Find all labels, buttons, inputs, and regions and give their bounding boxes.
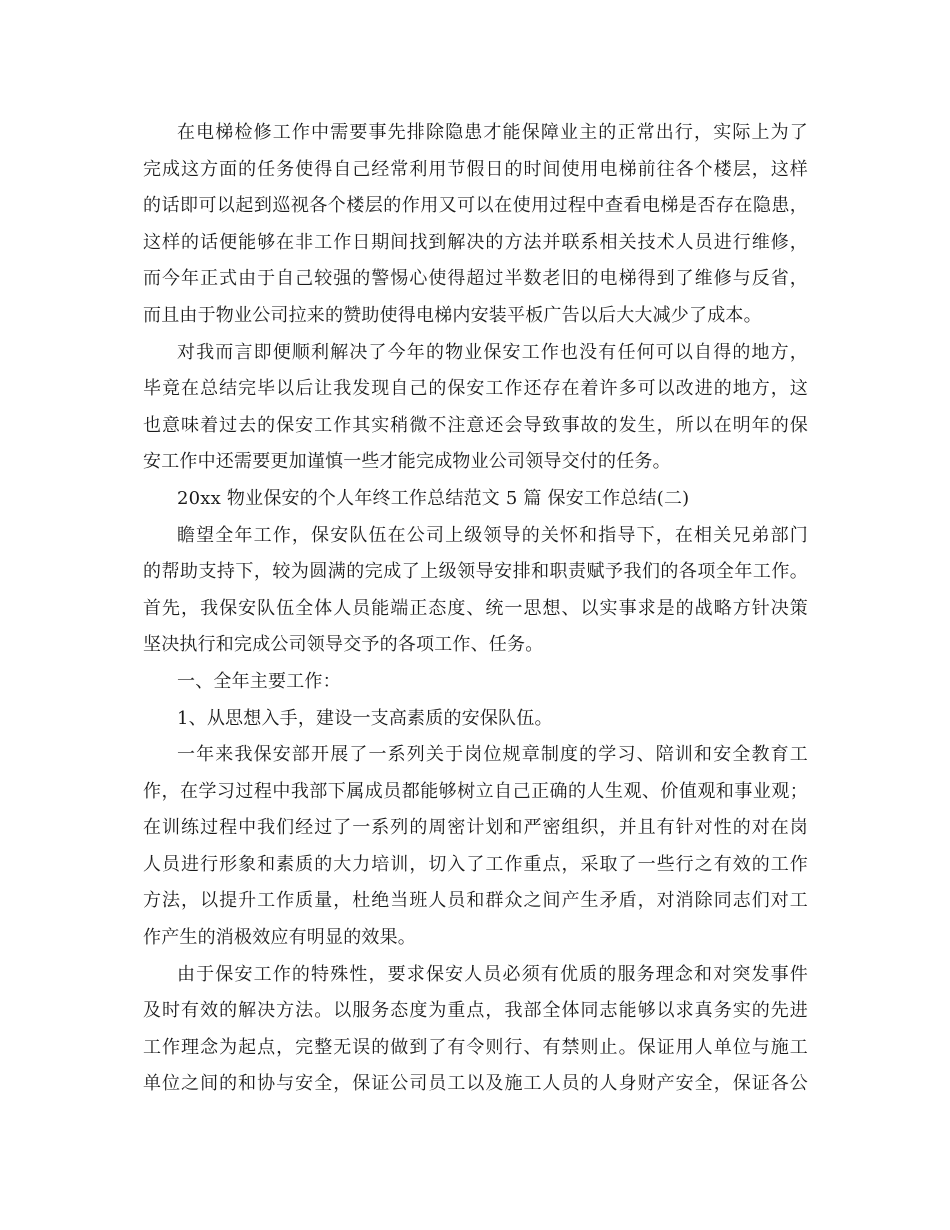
text-line: 单位之间的和协与安全，保证公司员工以及施工人员的人身财产安全，保证各公 [143, 1073, 808, 1095]
text-line: 由于保安工作的特殊性，要求保安人员必须有优质的服务理念和对突发事件 [177, 963, 808, 985]
text-line: 在电梯检修工作中需要事先排除隐患才能保障业主的正常出行，实际上为了 [177, 122, 808, 143]
text-line: 一年来我保安部开展了一系列关于岗位规章制度的学习、陪训和安全教育工 [177, 744, 808, 766]
document-body [143, 115, 808, 1103]
text-line: 瞻望全年工作，保安队伍在公司上级领导的关怀和指导下，在相关兄弟部门 [177, 524, 808, 546]
text-line: 完成这方面的任务使得自己经常利用节假日的时间使用电梯前往各个楼层，这样 [143, 158, 808, 180]
text-line: 而且由于物业公司拉来的赞助使得电梯内安装平板广告以后大大减少了成本。 [143, 304, 762, 326]
text-line: 而今年正式由于自己较强的警惕心使得超过半数老旧的电梯得到了维修与反省， [143, 268, 808, 290]
text-line: 的帮助支持下，较为圆满的完成了上级领导安排和职责赋予我们的各项全年工作。 [143, 561, 808, 583]
text-line: 作，在学习过程中我部下属成员都能够树立自己正确的人生观、价值观和事业观； [143, 780, 808, 802]
text-line: 安工作中还需要更加谨慎一些才能完成物业公司领导交付的任务。 [143, 451, 671, 473]
text-line: 对我而言即便顺利解决了今年的物业保安工作也没有任何可以自得的地方， [177, 341, 808, 363]
text-line: 及时有效的解决方法。以服务态度为重点，我部全体同志能够以求真务实的先进 [143, 1000, 808, 1022]
text-line: 方法，以提升工作质量，杜绝当班人员和群众之间产生矛盾，对消除同志们对工 [143, 890, 808, 912]
text-line: 20xx 物业保安的个人年终工作总结范文 5 篇 保安工作总结(二) [177, 487, 690, 509]
text-line: 在训练过程中我们经过了一系列的周密计划和严密组织，并且有针对性的对在岗 [143, 817, 808, 839]
text-line: 工作理念为起点，完整无误的做到了有令则行、有禁则止。保证用人单位与施工 [143, 1036, 808, 1058]
text-line: 1、从思想入手，建设一支高素质的安保队伍。 [177, 707, 553, 729]
text-line: 的话即可以起到巡视各个楼层的作用又可以在使用过程中查看电梯是否存在隐患， [143, 195, 808, 217]
text-line: 也意味着过去的保安工作其实稍微不注意还会导致事故的发生，所以在明年的保 [143, 414, 808, 436]
text-line: 坚决执行和完成公司领导交予的各项工作、任务。 [143, 634, 544, 656]
text-line: 毕竟在总结完毕以后让我发现自己的保安工作还存在着许多可以改进的地方，这 [143, 378, 808, 400]
text-line: 人员进行形象和素质的大力培训，切入了工作重点，采取了一些行之有效的工作 [143, 853, 808, 875]
text-line: 作产生的消极效应有明显的效果。 [143, 927, 416, 949]
text-line: 一、全年主要工作： [177, 670, 341, 692]
text-line: 首先，我保安队伍全体人员能端正态度、统一思想、以实事求是的战略方针决策 [143, 597, 808, 619]
text-line: 这样的话便能够在非工作日期间找到解决的方法并联系相关技术人员进行维修， [143, 231, 808, 253]
